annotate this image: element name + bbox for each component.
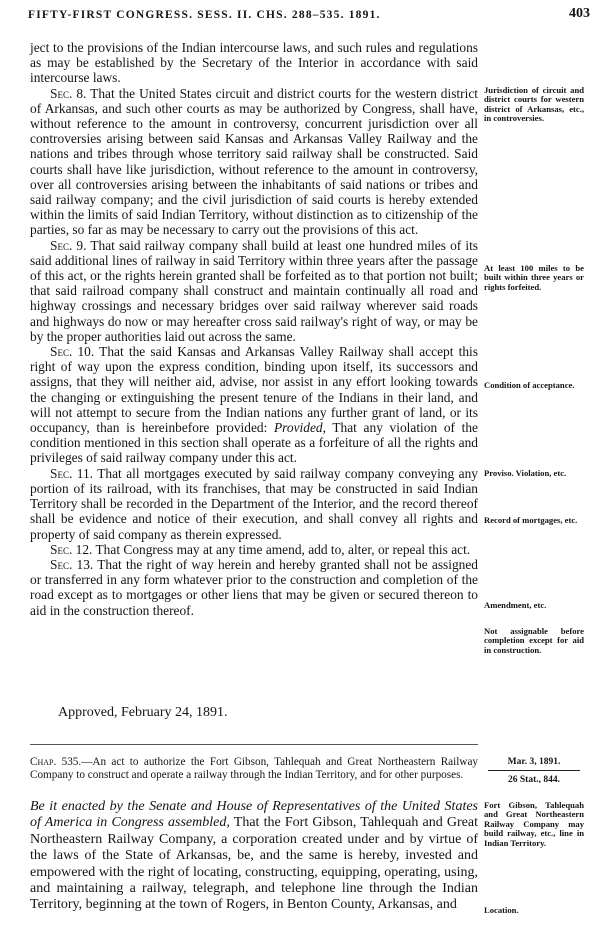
section-9 bbox=[30, 238, 478, 344]
section-10-label: Sec. 10. bbox=[50, 344, 95, 360]
chapter-title: —An act to authorize the Fort Gibson, Tahlequah and Great Northeastern Railway Company to construct and operate a railway through the Indian Territory, and for other purposes. bbox=[30, 756, 479, 781]
enacting-formula: Be it enacted by the Senate and House of Representatives of the United States of America in Congress assembled, bbox=[30, 799, 478, 831]
margin-note-jurisdiction: Jurisdiction of circuit and district courts for western district of Arkansas, etc., in controversies. bbox=[484, 85, 584, 124]
intro-paragraph: ject to the provisions of the Indian intercourse laws, and such rules and regulations as may be established by the Secretary of the Interior in accordance with said intercourse laws. bbox=[30, 40, 478, 86]
chapter-date: Mar. 3, 1891. bbox=[488, 757, 580, 771]
section-12-text: That Congress may at any time amend, add to, alter, or repeal this act. bbox=[95, 541, 471, 557]
section-9-text: That said railway company shall build at least one hundred miles of its said additional lines of railway in said Territory within three years after the passage of this act, or the rights herein granted shall be forfeited as to that portion not built; that said railroad company shall construct and maintain continually all road and highway crossings and necessary bridges over said railway wherever said roads and highways do now or may hereafter cross said railway's right of way, or may be by the proper authorities laid out across the same. bbox=[30, 237, 479, 344]
section-8-label: Sec. 8. bbox=[50, 85, 87, 101]
margin-note-location: Location. bbox=[484, 905, 519, 915]
section-10-text-b: That any violation of the condition mentioned in this section shall operate as a forfeiture of all the rights and privileges of said railway company under this act. bbox=[30, 420, 478, 466]
margin-note-fort-gibson: Fort Gibson, Tahlequah and Great Northeastern Railway Company may build railway, etc., line in Indian Territory. bbox=[484, 800, 584, 848]
approval-line: Approved, February 24, 1891. bbox=[58, 705, 228, 720]
header-title: FIFTY-FIRST CONGRESS. SESS. II. CHS. 288–535. 1891. bbox=[28, 9, 381, 21]
section-11-text: That all mortgages executed by said railway company conveying any portion of its railroad, with its franchises, that may be constructed in said Indian Territory shall be recorded in the Department of the Interior, and the record thereof shall be evidence and notice of their execution, and shall convey all rights and property of said company as therein expressed. bbox=[30, 465, 478, 542]
section-13-text: That the right of way herein and hereby granted shall not be assigned or transferred in any form whatever prior to the construction and completion of the road except as to mortgages or other liens that may be given or secured thereon to aid in the construction thereof. bbox=[30, 556, 478, 618]
section-11 bbox=[30, 466, 478, 542]
section-10-text-a: That the said Kansas and Arkansas Valley Railway shall accept this right of way upon the express condition, binding upon itself, its successors and assigns, that they will neither aid, advise, nor assist in any effort looking towards the changing or extinguishing the present tenure of the Indians in their land, and will not attempt to secure from the Indian nations any further grant of land, or its occupancy, than is hereinbefore provided: bbox=[30, 344, 478, 436]
section-9-label: Sec. 9. bbox=[50, 237, 87, 253]
chapter-heading bbox=[30, 756, 478, 781]
section-8-text: That the United States circuit and district courts for the western district of Arkansas, and such other courts as may be authorized by Congress, shall have, without reference to the amount in controversy, concurrent jurisdiction over all controversies arising between said Kansas and Arkansas Valley Railway and the nations and tribes through whose territory said railway shall be constructed. Said courts shall have like jurisdiction, without reference to the amount in controversy, over all controversies arising between the inhabitants of said nations or tribes and said railway company; and the civil jurisdiction of said courts is hereby extended within the limits of said Indian Territory, without distinction as to citizenship of the parties, so far as may be necessary to carry out the provisions of this act. bbox=[30, 85, 478, 238]
margin-note-not-assignable: Not assignable before completion except for aid in construction. bbox=[484, 626, 584, 655]
margin-note-build-requirement: At least 100 miles to be built within three years or rights forfeited. bbox=[484, 263, 584, 292]
running-header bbox=[28, 6, 590, 24]
chapter-divider bbox=[30, 744, 478, 745]
chapter-label: Chap. 535. bbox=[30, 756, 82, 768]
enacting-clause bbox=[30, 799, 478, 914]
section-10 bbox=[30, 344, 478, 466]
section-11-label: Sec. 11. bbox=[50, 465, 93, 481]
section-12 bbox=[30, 542, 478, 557]
page-number: 403 bbox=[569, 6, 590, 21]
chapter-date-box bbox=[488, 757, 580, 785]
section-13 bbox=[30, 557, 478, 618]
act-body bbox=[30, 40, 478, 618]
margin-note-mortgages: Record of mortgages, etc. bbox=[484, 515, 578, 525]
margin-note-proviso: Proviso. Violation, etc. bbox=[484, 468, 567, 478]
statute-citation: 26 Stat., 844. bbox=[508, 775, 560, 785]
section-12-label: Sec. 12. bbox=[50, 541, 93, 557]
margin-note-amendment: Amendment, etc. bbox=[484, 600, 547, 610]
section-13-label: Sec. 13. bbox=[50, 556, 94, 572]
enacting-text: That the Fort Gibson, Tahlequah and Great Northeastern Railway Company, a corporation created under and by virtue of the laws of the State of Arkansas, be, and the same is hereby, invested and empowered with the right of locating, constructing, equipping, operating, using, and maintaining a railway, telegraph, and telephone line through the Indian Territory, beginning at the town of Rogers, in Benton County, Arkansas, and bbox=[30, 815, 478, 913]
section-10-proviso: Provided, bbox=[274, 420, 326, 436]
margin-note-acceptance: Condition of acceptance. bbox=[484, 380, 575, 390]
section-8 bbox=[30, 86, 478, 238]
